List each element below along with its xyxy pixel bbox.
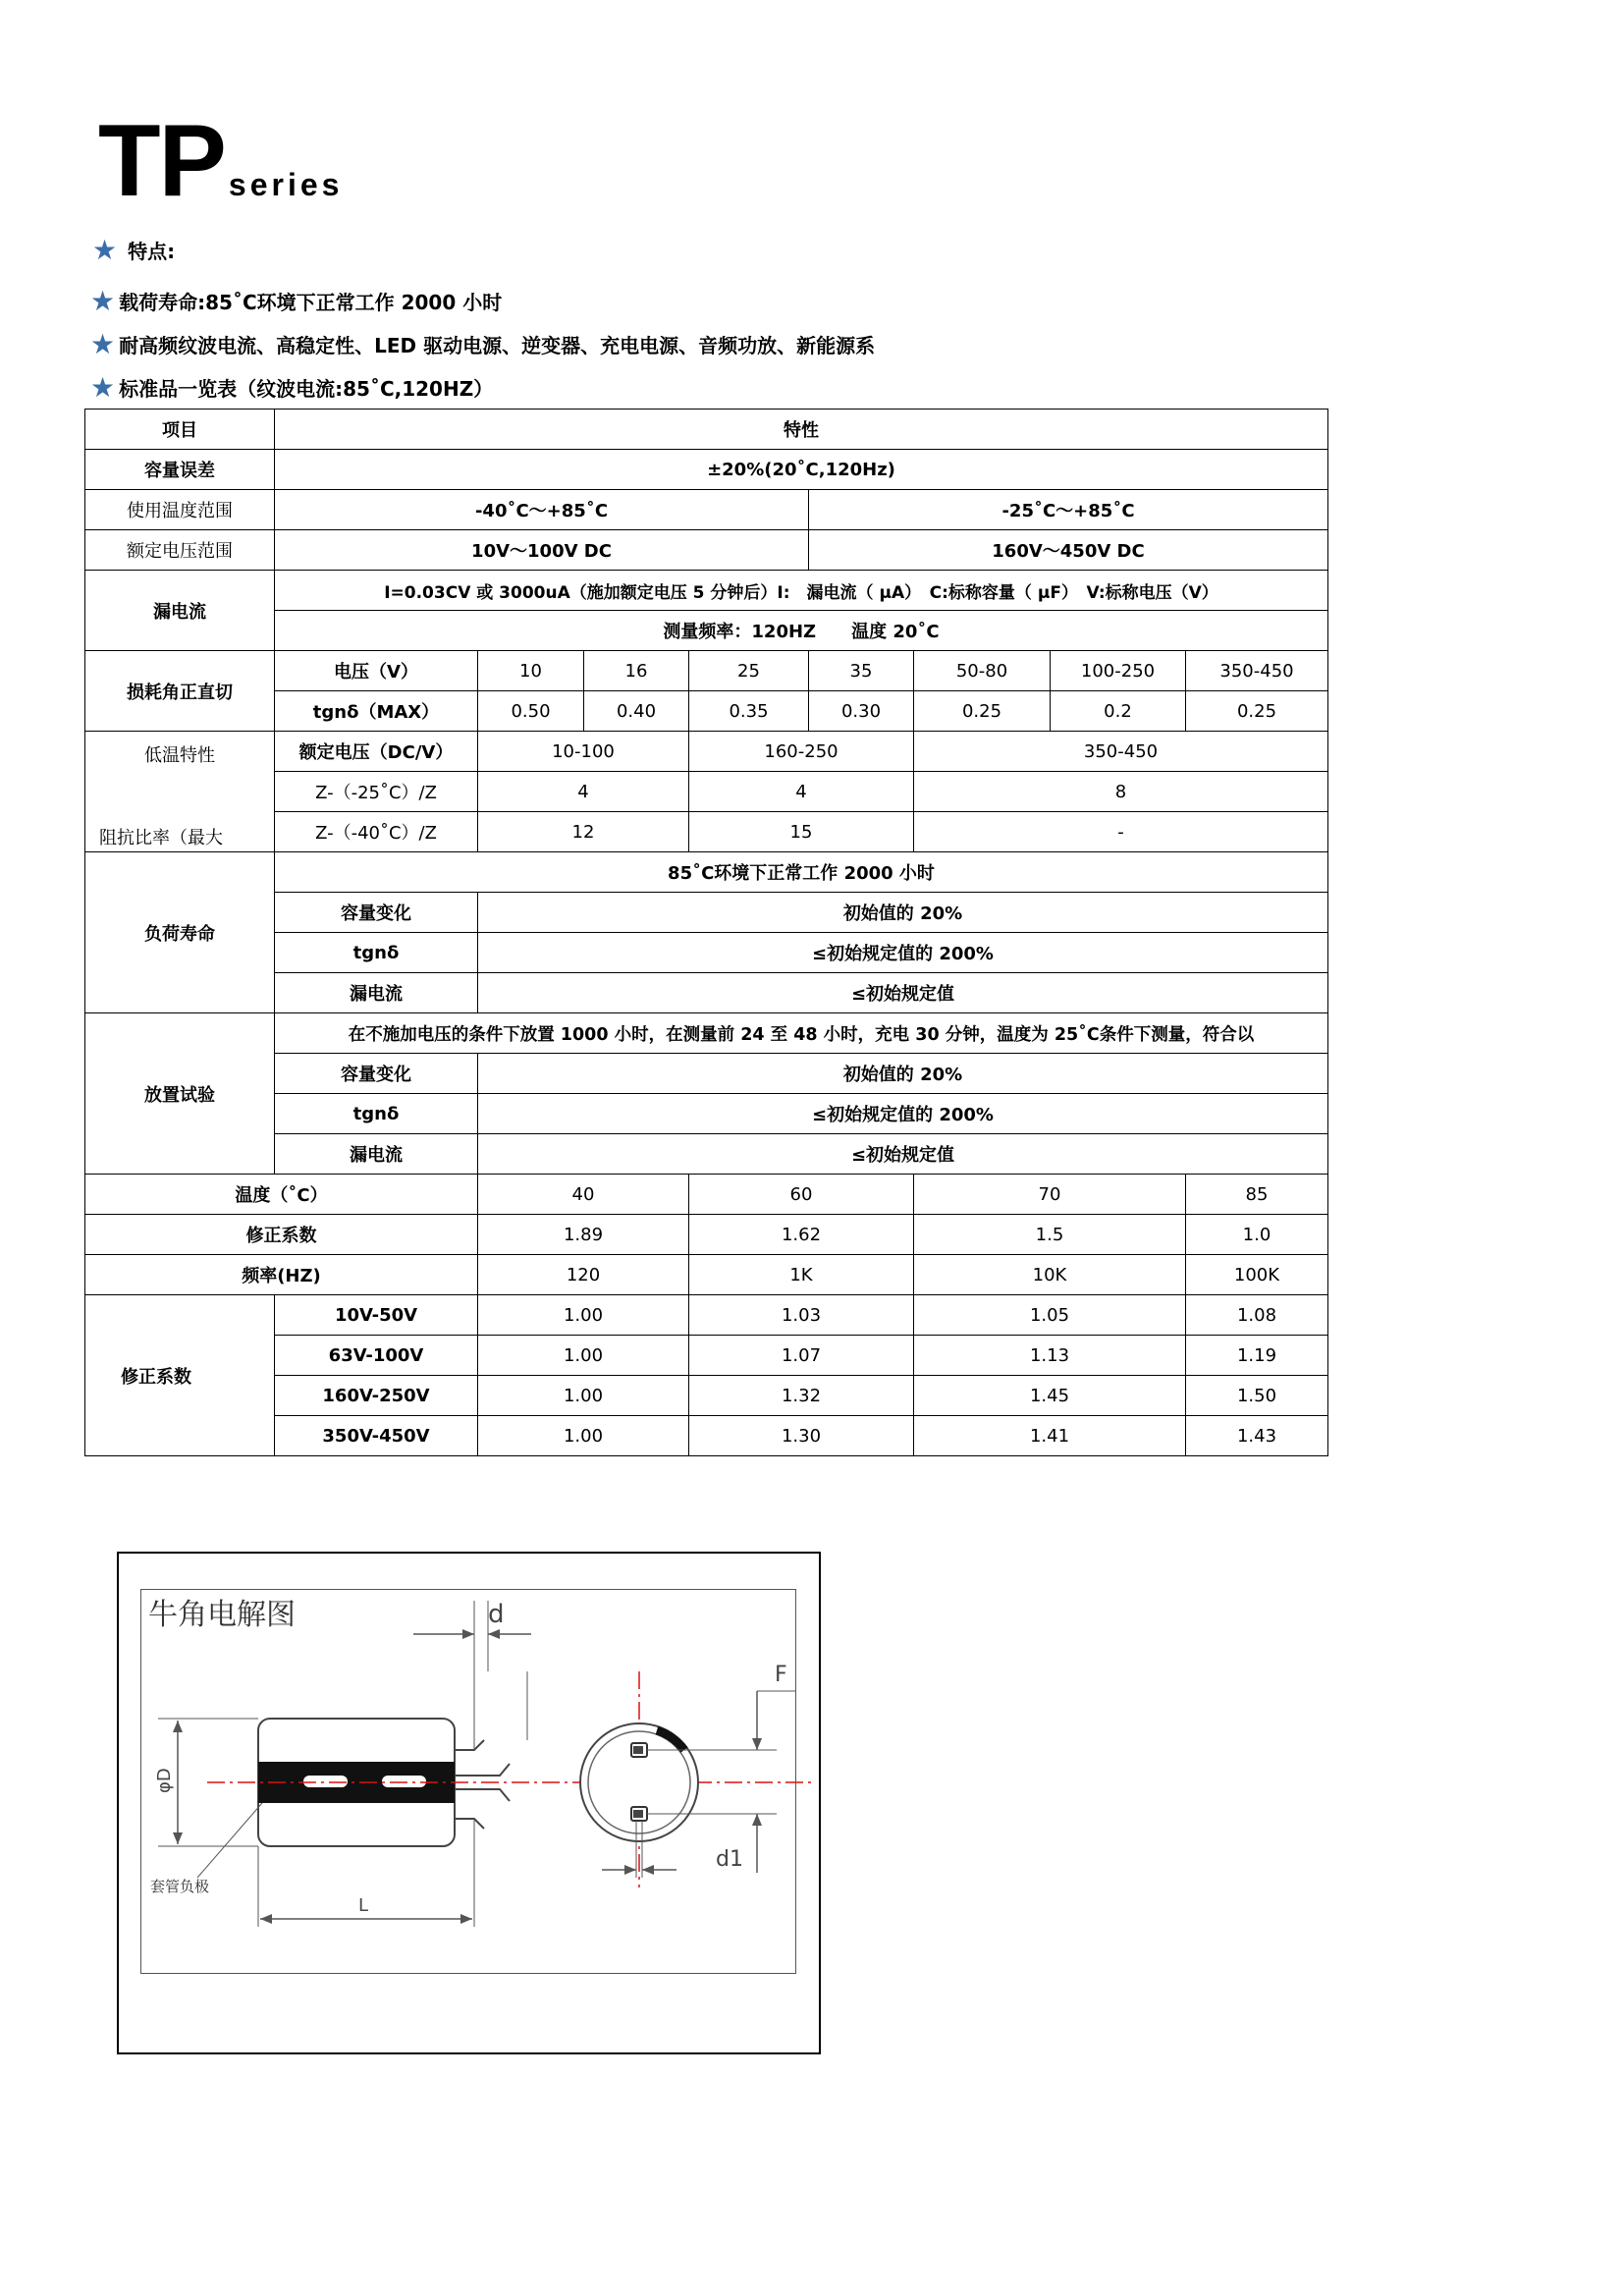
table-row: 损耗角正直切 电压（V） 10 16 25 35 50-80 100-250 350-450 bbox=[85, 651, 1328, 691]
terminal-lead bbox=[455, 1764, 510, 1776]
table-row: 63V-100V 1.00 1.07 1.13 1.19 bbox=[85, 1336, 1328, 1376]
table-row: 漏电流 ≤初始规定值 bbox=[85, 1134, 1328, 1175]
series-name: TP bbox=[98, 104, 225, 218]
diagram-drawing bbox=[119, 1554, 819, 2052]
star-icon: ★ bbox=[90, 327, 116, 360]
table-row: 频率(HZ) 120 1K 10K 100K bbox=[85, 1255, 1328, 1295]
sleeve-slot bbox=[303, 1776, 348, 1787]
spec-table bbox=[84, 409, 1328, 1456]
table-row: 项目 特性 bbox=[85, 410, 1328, 450]
feature-line-4: ★ 标准品一览表（纹波电流:85˚C,120HZ） bbox=[90, 370, 494, 404]
table-row: 温度（˚C） 40 60 70 85 bbox=[85, 1175, 1328, 1215]
L-label: L bbox=[358, 1895, 369, 1916]
terminal-lead bbox=[455, 1740, 484, 1750]
diagram-title: 牛角电解图 bbox=[148, 1598, 296, 1632]
table-row: Z-（-40˚C）/Z 12 15 - bbox=[85, 812, 1328, 852]
star-icon: ★ bbox=[92, 233, 118, 266]
series-suffix: series bbox=[228, 167, 344, 202]
table-row: 额定电压范围 10V～100V DC 160V～450V DC bbox=[85, 530, 1328, 571]
table-row: tgnδ ≤初始规定值的 200% bbox=[85, 933, 1328, 973]
d1-label: d1 bbox=[716, 1847, 743, 1872]
star-icon: ★ bbox=[90, 370, 116, 404]
table-row: 测量频率：120HZ 温度 20˚C bbox=[85, 611, 1328, 651]
sleeve-label: 套管负极 bbox=[150, 1878, 210, 1895]
phiD-label: φD bbox=[154, 1768, 175, 1793]
sleeve-slot bbox=[382, 1776, 426, 1787]
table-row: Z-（-25˚C）/Z 4 4 8 bbox=[85, 772, 1328, 812]
capacitor-diagram bbox=[117, 1552, 821, 2054]
F-label: F bbox=[775, 1663, 787, 1687]
table-row: 容量变化 初始值的 20% bbox=[85, 893, 1328, 933]
d-label: d bbox=[488, 1600, 505, 1629]
feature-line-3: ★ 耐高频纹波电流、高稳定性、LED 驱动电源、逆变器、充电电源、音频功放、新能源系 bbox=[90, 327, 876, 360]
table-row: 容量变化 初始值的 20% bbox=[85, 1054, 1328, 1094]
terminal-lead bbox=[455, 1819, 484, 1829]
table-row: 修正系数 10V-50V 1.00 1.03 1.05 1.08 bbox=[85, 1295, 1328, 1336]
table-row: 放置试验 在不施加电压的条件下放置 1000 小时，在测量前 24 至 48 小时，充电 30 分钟，温度为 25˚C条件下测量，符合以 bbox=[85, 1013, 1328, 1054]
table-row: 修正系数 1.89 1.62 1.5 1.0 bbox=[85, 1215, 1328, 1255]
table-row: tgnδ ≤初始规定值的 200% bbox=[85, 1094, 1328, 1134]
table-row: 漏电流 ≤初始规定值 bbox=[85, 973, 1328, 1013]
table-row: 低温特性 阻抗比率（最大 额定电压（DC/V） 10-100 160-250 350-450 bbox=[85, 732, 1328, 772]
feature-line-1: ★ 特点: bbox=[92, 233, 176, 266]
page-title bbox=[98, 104, 344, 218]
feature-line-2: ★ 载荷寿命:85˚C环境下正常工作 2000 小时 bbox=[90, 284, 503, 317]
table-row: 160V-250V 1.00 1.32 1.45 1.50 bbox=[85, 1376, 1328, 1416]
terminal-lead bbox=[455, 1789, 510, 1801]
star-icon: ★ bbox=[90, 284, 116, 317]
table-row: 负荷寿命 85˚C环境下正常工作 2000 小时 bbox=[85, 852, 1328, 893]
table-row: 容量误差 ±20%(20˚C,120Hz) bbox=[85, 450, 1328, 490]
table-row: 350V-450V 1.00 1.30 1.41 1.43 bbox=[85, 1416, 1328, 1456]
table-row: tgnδ（MAX） 0.50 0.40 0.35 0.30 0.25 0.2 0.25 bbox=[85, 691, 1328, 732]
table-row: 漏电流 I=0.03CV 或 3000uA（施加额定电压 5 分钟后）I: 漏电流（ μA） C:标称容量（ μF） V:标称电压（V） bbox=[85, 571, 1328, 611]
table-row: 使用温度范围 -40˚C～+85˚C -25˚C～+85˚C bbox=[85, 490, 1328, 530]
